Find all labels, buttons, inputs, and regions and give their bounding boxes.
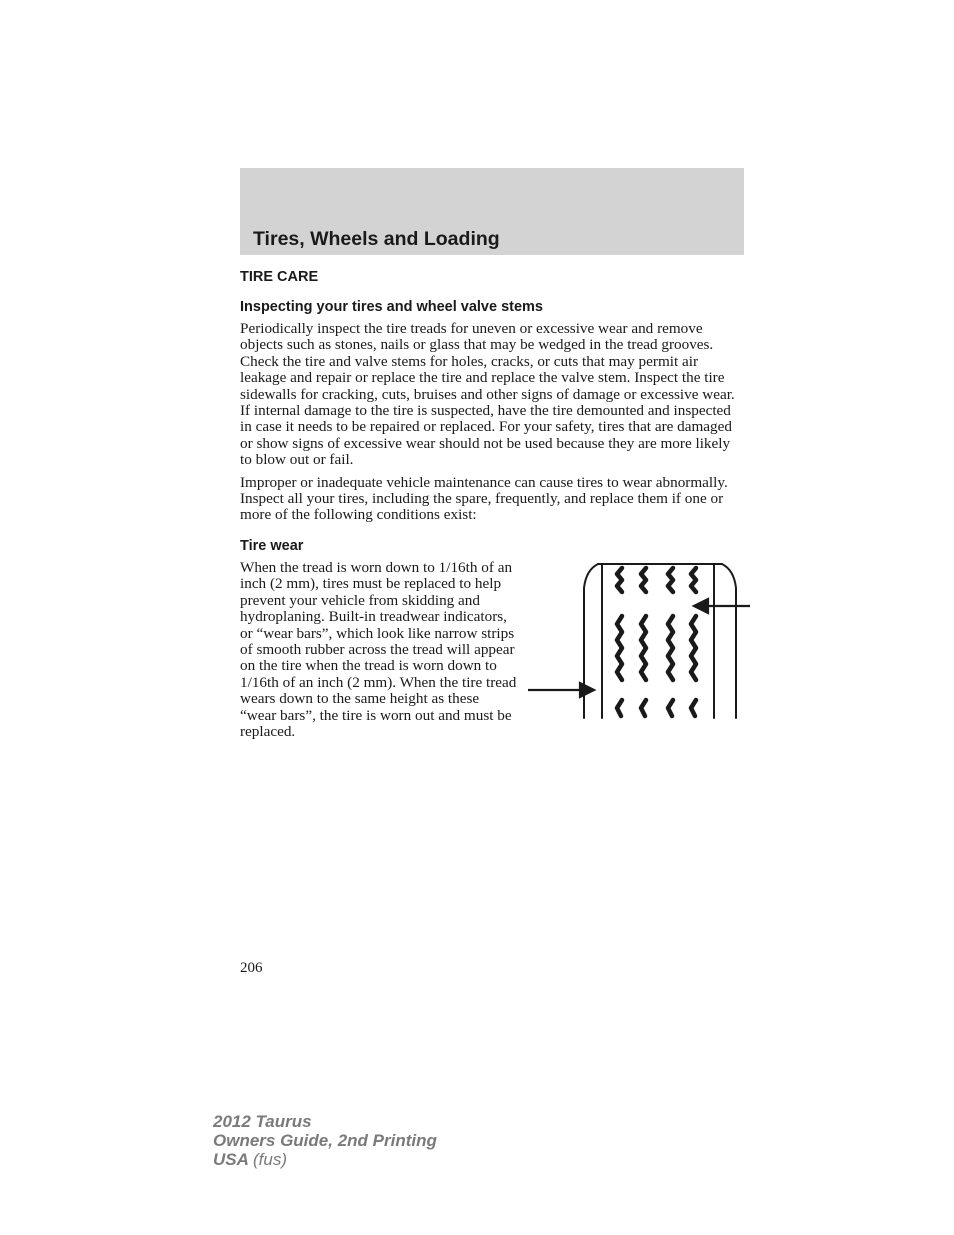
- tire-tread-wear-bar-illustration: [528, 560, 750, 720]
- subsection-title-inspecting: Inspecting your tires and wheel valve stems: [240, 299, 543, 315]
- paragraph: Improper or inadequate vehicle maintenance can cause tires to wear abnormally. Inspect all your tires, including the spare, frequently, and replace them if one or more of the following conditions exist:: [240, 473, 728, 524]
- paragraph: Periodically inspect the tire treads for uneven or excessive wear and remove objects such as stones, nails or glass that may be wedged in the tread grooves. Check the tire and valve stems for holes, cracks, or cuts that may permit air leakage and repair or replace the tire and replace the valve stem. Inspect the tire sidewalls for cracking, cuts, bruises and other signs of damage or excessive wear. If internal damage to the tire is suspected, have the tire demounted and inspected in case it needs to be repaired or replaced. For your safety, tires that are damaged or show signs of excessive wear should not be used because they are more likely to blow out or fail.: [240, 320, 735, 469]
- paragraph: When the tread is worn down to 1/16th of an inch (2 mm), tires must be replaced to help prevent your vehicle from skidding and hydroplaning. Built-in treadwear indicators, or “wear bars”, which look like narrow strips of smooth rubber across the tread will appear on the tire when the tread is worn down to 1/16th of an inch (2 mm). When the tire tread wears down to the same height as these “wear bars”, the tire is worn out and must be replaced.: [240, 558, 517, 740]
- section-title: TIRE CARE: [240, 269, 319, 285]
- subsection-title-tire-wear: Tire wear: [240, 537, 304, 554]
- page-content: [240, 268, 740, 746]
- document-footer: [213, 1112, 437, 1169]
- footer-region: [213, 1150, 437, 1169]
- footer-code: (fus): [253, 1150, 287, 1169]
- footer-model: 2012 Taurus: [213, 1112, 312, 1131]
- section-header-band: [240, 168, 744, 255]
- page-number: 206: [240, 960, 263, 976]
- tire-wear-block: [240, 560, 740, 740]
- footer-guide: Owners Guide, 2nd Printing: [213, 1131, 437, 1150]
- footer-country: USA: [213, 1150, 249, 1169]
- chapter-title: Tires, Wheels and Loading: [253, 228, 500, 250]
